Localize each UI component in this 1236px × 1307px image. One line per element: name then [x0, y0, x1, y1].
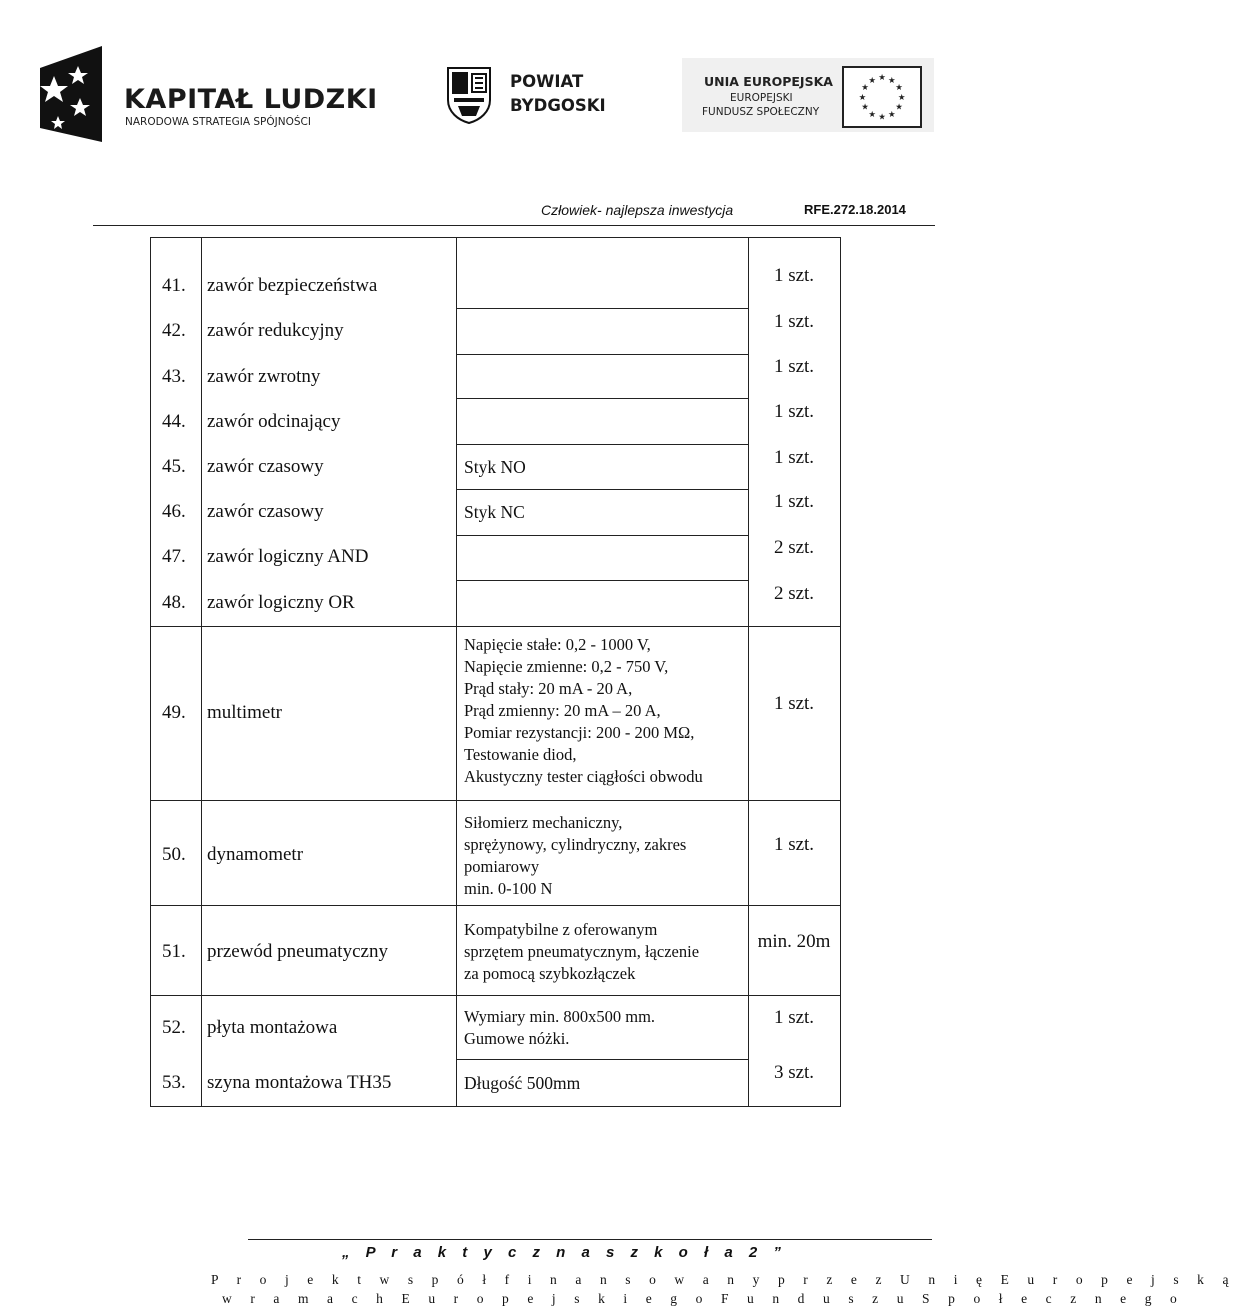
item-quantity: 1 szt.: [773, 356, 815, 377]
row-number: 49.: [162, 702, 186, 723]
footer-fund-line: w r a m a c h E u r o p e j s k i e g o F u n d u s z u S p o ł e c z n e g o: [222, 1291, 1185, 1306]
item-name: dynamometr: [207, 844, 304, 865]
eu-star-icon: ★: [868, 109, 876, 119]
row-number: 52.: [162, 1017, 186, 1038]
powiat-label: POWIAT: [510, 72, 584, 91]
row-number: 48.: [162, 592, 186, 613]
powiat-bydgoski-logo: [446, 66, 646, 126]
kapital-ludzki-subtitle: NARODOWA STRATEGIA SPÓJNOŚCI: [125, 116, 311, 128]
eu-star-icon: ★: [888, 75, 896, 85]
table-divider-spec: [748, 237, 749, 1107]
kapital-ludzki-title: KAPITAŁ LUDZKI: [124, 84, 378, 115]
item-quantity: 1 szt.: [773, 265, 815, 286]
eu-star-icon: ★: [895, 102, 903, 112]
eu-star-icon: ★: [868, 75, 876, 85]
eu-star-icon: ★: [861, 82, 869, 92]
reference-number: RFE.272.18.2014: [804, 202, 906, 217]
item-quantity: 1 szt.: [773, 311, 815, 332]
item-quantity: 1 szt.: [773, 693, 815, 714]
eu-flag-icon: [842, 66, 922, 128]
table-row-divider: [456, 580, 748, 581]
table-row-divider: [150, 800, 841, 801]
eu-star-icon: ★: [897, 92, 906, 102]
eu-star-icon: ★: [878, 112, 886, 122]
item-name: szyna montażowa TH35: [207, 1072, 392, 1093]
item-name: zawór redukcyjny: [207, 320, 344, 341]
powiat-crest-icon: [446, 66, 492, 124]
table-row-divider: [150, 905, 841, 906]
item-quantity: 2 szt.: [773, 583, 815, 604]
item-name: przewód pneumatyczny: [207, 941, 388, 962]
table-divider-name: [456, 237, 457, 1107]
row-number: 47.: [162, 546, 186, 567]
bydgoski-label: BYDGOSKI: [510, 96, 606, 115]
item-name: zawór logiczny OR: [207, 592, 355, 613]
row-number: 53.: [162, 1072, 186, 1093]
item-name: zawór odcinający: [207, 411, 341, 432]
row-number: 43.: [162, 366, 186, 387]
header-slogan: Człowiek- najlepsza inwestycja: [541, 202, 734, 218]
row-number: 50.: [162, 844, 186, 865]
item-quantity: 2 szt.: [773, 537, 815, 558]
table-row-divider: [456, 444, 748, 445]
table-row-divider: [456, 308, 748, 309]
eu-star-icon: ★: [858, 92, 867, 102]
item-name: zawór bezpieczeństwa: [207, 275, 378, 296]
item-specification: Styk NC: [464, 502, 525, 522]
table-divider-number: [201, 237, 202, 1107]
item-specification: Napięcie stałe: 0,2 - 1000 V, Napięcie zmienne: 0,2 - 750 V, Prąd stały: 20 mA - 20 A, Prąd zmienny: 20 mA – 20 A, Pomiar rezystancji: 200 - 200 MΩ, Testowanie diod, Akustyczny tester ciągłości obwodu: [464, 635, 703, 786]
kapital-ludzki-logo: [40, 46, 378, 142]
item-quantity: 3 szt.: [773, 1062, 815, 1083]
row-number: 45.: [162, 456, 186, 477]
item-specification: Styk NO: [464, 457, 526, 477]
kapital-ludzki-mark-icon: [40, 46, 102, 142]
table-row-divider: [456, 398, 748, 399]
ue-subtitle-1: EUROPEJSKI: [730, 92, 793, 104]
item-name: płyta montażowa: [207, 1017, 338, 1038]
item-specification: Długość 500mm: [464, 1073, 581, 1093]
header-divider: [93, 225, 935, 226]
row-number: 42.: [162, 320, 186, 341]
ue-title: UNIA EUROPEJSKA: [704, 74, 833, 89]
item-name: zawór logiczny AND: [207, 546, 369, 567]
row-number: 44.: [162, 411, 186, 432]
eu-star-icon: ★: [861, 102, 869, 112]
eu-star-icon: ★: [895, 82, 903, 92]
table-row-divider: [456, 354, 748, 355]
footer-project-title: „ P r a k t y c z n a s z k o ł a 2 ”: [342, 1244, 787, 1261]
ue-subtitle-2: FUNDUSZ SPOŁECZNY: [702, 106, 820, 118]
item-quantity: 1 szt.: [773, 447, 815, 468]
item-quantity: min. 20m: [757, 931, 831, 952]
item-quantity: 1 szt.: [773, 491, 815, 512]
item-name: multimetr: [207, 702, 282, 723]
item-name: zawór zwrotny: [207, 366, 321, 387]
table-row-divider: [456, 489, 748, 490]
footer-divider: [248, 1239, 932, 1240]
eu-star-icon: ★: [878, 73, 886, 83]
eu-star-icon: ★: [888, 109, 896, 119]
item-name: zawór czasowy: [207, 501, 324, 522]
item-specification: Siłomierz mechaniczny, sprężynowy, cylindryczny, zakres pomiarowy min. 0-100 N: [464, 813, 687, 898]
row-number: 41.: [162, 275, 186, 296]
table-row-divider: [456, 1059, 748, 1060]
item-quantity: 1 szt.: [773, 1007, 815, 1028]
unia-europejska-logo: [682, 58, 942, 138]
table-row-divider: [150, 626, 841, 627]
row-number: 46.: [162, 501, 186, 522]
item-quantity: 1 szt.: [773, 834, 815, 855]
item-name: zawór czasowy: [207, 456, 324, 477]
table-row-divider: [150, 995, 841, 996]
item-specification: Kompatybilne z oferowanym sprzętem pneumatycznym, łączenie za pomocą szybkozłączek: [464, 920, 700, 983]
footer-cofinancing-line: P r o j e k t w s p ó ł f i n a n s o w a n y p r z e z U n i ę E u r o p e j s k ą: [211, 1272, 1236, 1287]
item-quantity: 1 szt.: [773, 401, 815, 422]
row-number: 51.: [162, 941, 186, 962]
table-row-divider: [456, 535, 748, 536]
item-specification: Wymiary min. 800x500 mm. Gumowe nóżki.: [464, 1007, 656, 1048]
